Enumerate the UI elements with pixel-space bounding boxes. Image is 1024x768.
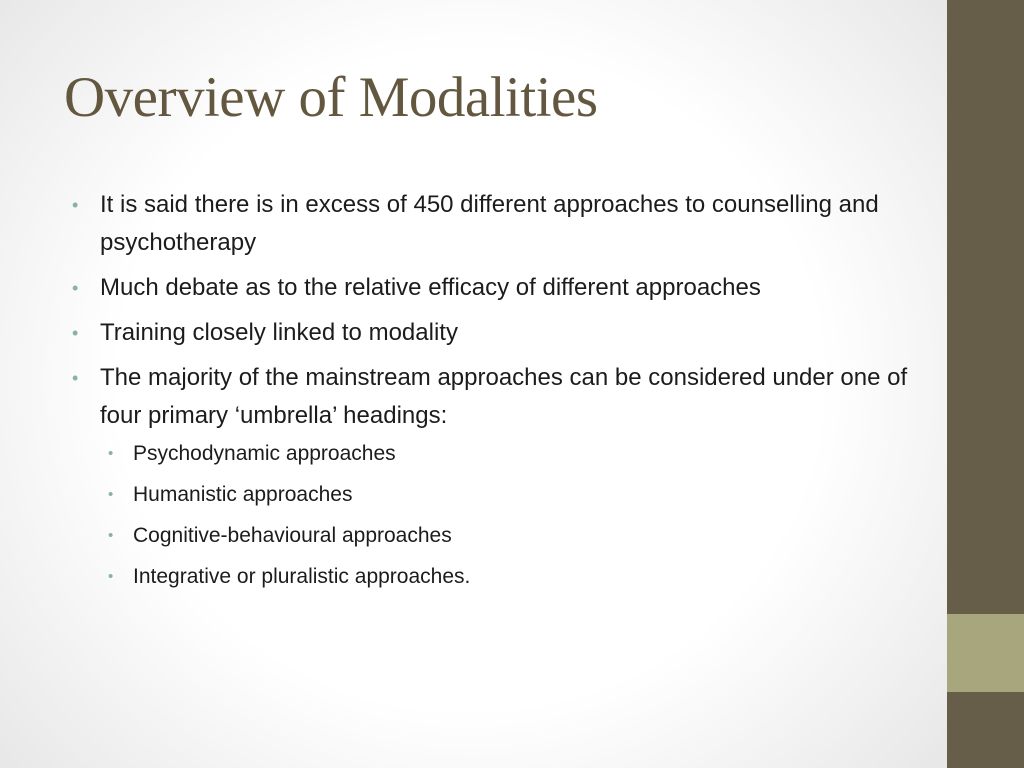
sidebar-dark-block <box>947 0 1024 614</box>
sub-bullet-item <box>108 519 912 553</box>
bullet-text: Training closely linked to modality <box>100 319 458 346</box>
bullet-item <box>72 269 912 307</box>
sidebar-accent-block <box>947 614 1024 692</box>
sub-bullet-text: Psychodynamic approaches <box>133 442 396 465</box>
sub-bullet-text: Cognitive-behavioural approaches <box>133 524 452 547</box>
bullet-item <box>72 186 912 262</box>
sub-bullet-item <box>108 478 912 512</box>
sub-bullet-list <box>100 437 912 594</box>
bullet-dot-icon: • <box>108 568 114 585</box>
sub-bullet-text: Integrative or pluralistic approaches. <box>133 565 471 588</box>
bullet-text: It is said there is in excess of 450 different approaches to counselling and psychotherapy <box>100 191 879 256</box>
decorative-sidebar <box>947 0 1024 768</box>
bullet-dot-icon: • <box>72 323 79 343</box>
bullet-dot-icon: • <box>72 195 79 215</box>
bullet-list <box>72 186 912 601</box>
bullet-dot-icon: • <box>108 486 114 503</box>
slide-title: Overview of Modalities <box>64 66 598 129</box>
bullet-text: Much debate as to the relative efficacy of different approaches <box>100 274 761 301</box>
sidebar-dark-block-bottom <box>947 692 1024 768</box>
bullet-dot-icon: • <box>72 368 79 388</box>
bullet-item <box>72 359 912 594</box>
bullet-dot-icon: • <box>108 527 114 544</box>
bullet-item <box>72 314 912 352</box>
sub-bullet-text: Humanistic approaches <box>133 483 353 506</box>
bullet-text: The majority of the mainstream approaches can be considered under one of four primary ‘umbrella’ headings: <box>100 364 908 429</box>
sub-bullet-item <box>108 437 912 471</box>
sub-bullet-item <box>108 560 912 594</box>
bullet-dot-icon: • <box>72 278 79 298</box>
bullet-dot-icon: • <box>108 445 114 462</box>
